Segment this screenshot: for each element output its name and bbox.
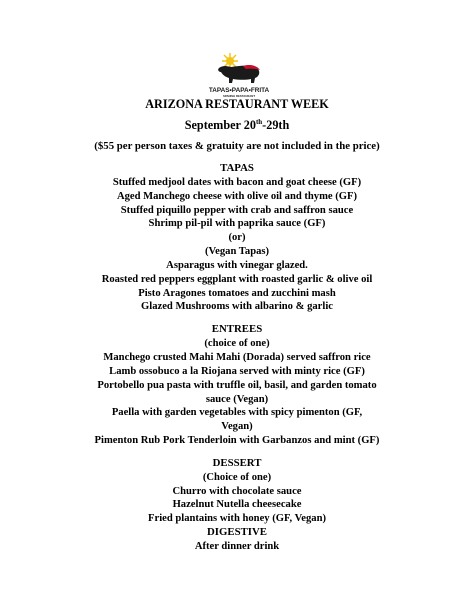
date-start: September 20: [184, 118, 256, 132]
date-ordinal: th: [255, 117, 263, 126]
digestive-heading: DIGESTIVE: [206, 526, 267, 539]
entrees-heading: ENTREES: [211, 323, 263, 336]
vegan-tapas-item: Asparagus with vinegar glazed.: [166, 259, 308, 271]
logo-wordmark: TAPAS•PAPA•FRITA: [208, 87, 270, 94]
menu-content: [0, 97, 474, 554]
digestive-item: After dinner drink: [194, 540, 280, 552]
event-dates: [0, 118, 474, 133]
logo-subtext: SPANISH RESTAURANT: [222, 94, 256, 98]
dessert-note: (Choice of one): [202, 471, 272, 483]
tapas-or: (or): [228, 232, 246, 244]
tapas-item: Stuffed medjool dates with bacon and goat cheese (GF): [112, 176, 362, 188]
entree-line: sauce (Vegan): [205, 393, 269, 405]
entrees-section: [0, 323, 474, 448]
tapas-item: Stuffed piquillo pepper with crab and saffron sauce: [120, 204, 354, 216]
entree-line: Pimenton Rub Pork Tenderloin with Garbanzos and mint (GF): [94, 435, 380, 447]
tapas-section: [0, 162, 474, 314]
entree-line: Paella with garden vegetables with spicy pimenton (GF,: [111, 407, 363, 419]
dessert-item: Churro with chocolate sauce: [172, 485, 302, 497]
entree-line: Lamb ossobuco a la Riojana served with minty rice (GF): [109, 365, 365, 377]
entrees-note: (choice of one): [204, 338, 270, 350]
dessert-item: Fried plantains with honey (GF, Vegan): [148, 513, 326, 525]
tapas-item: Shrimp pil-pil with paprika sauce (GF): [148, 218, 326, 230]
price-note: ($55 per person taxes & gratuity are not included in the price): [94, 140, 380, 152]
vegan-tapas-heading: (Vegan Tapas): [204, 246, 270, 258]
dessert-heading: DESSERT: [212, 456, 262, 469]
dessert-section: [0, 457, 474, 554]
vegan-tapas-item: Glazed Mushrooms with albarino & garlic: [141, 301, 333, 313]
entree-line: Portobello pua pasta with truffle oil, basil, and garden tomato: [97, 379, 377, 391]
vegan-tapas-item: Pisto Aragones tomatoes and zucchini mash: [138, 287, 336, 299]
tapas-heading: TAPAS: [220, 162, 254, 174]
dessert-item: Hazelnut Nutella cheesecake: [172, 499, 302, 511]
bull-and-sun-logo-icon: [208, 52, 270, 98]
vegan-tapas-item: Roasted red peppers eggplant with roasted garlic & olive oil: [101, 273, 373, 285]
event-title: ARIZONA RESTAURANT WEEK: [145, 97, 329, 111]
date-end: -29th: [262, 118, 290, 132]
entree-line: Manchego crusted Mahi Mahi (Dorada) served saffron rice: [103, 351, 371, 363]
tapas-item: Aged Manchego cheese with olive oil and thyme (GF): [116, 190, 358, 202]
entree-line: Vegan): [221, 421, 253, 433]
